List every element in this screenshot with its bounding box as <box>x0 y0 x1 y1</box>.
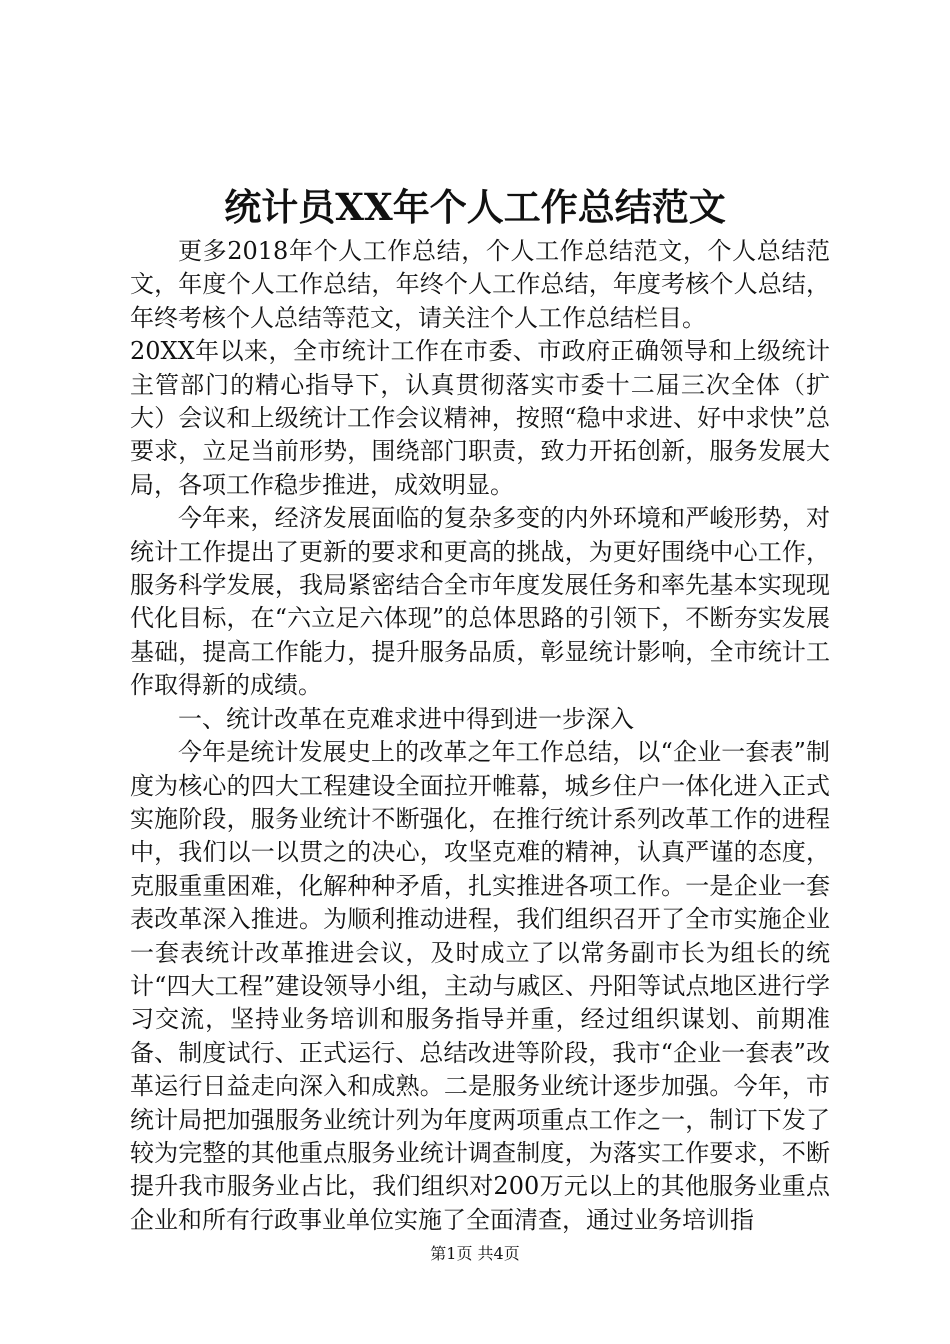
paragraph-overview: 20XX年以来，全市统计工作在市委、市政府正确领导和上级统计主管部门的精心指导下，认真贯彻落实市委十二届三次全体（扩大）会议和上级统计工作会议精神，按照“稳中求进、好中求快”总要求，立足当前形势，围绕部门职责，致力开拓创新，服务发展大局，各项工作稳步推进，成效明显。 <box>130 337 830 499</box>
paragraph-context: 今年来，经济发展面临的复杂多变的内外环境和严峻形势，对统计工作提出了更新的要求和更高的挑战，为更好围绕中心工作，服务科学发展，我局紧密结合全市年度发展任务和率先基本实现现代化目标，在“六立足六体现”的总体思路的引领下，不断夯实发展基础，提高工作能力，提升服务品质，彰显统计影响，全市统计工作取得新的成绩。 <box>130 504 830 700</box>
section-heading: 一、统计改革在克难求进中得到进一步深入 <box>178 704 634 733</box>
page-title: 统计员XX年个人工作总结范文 <box>224 185 726 229</box>
document-body <box>130 235 830 1237</box>
paragraph-intro: 更多2018年个人工作总结，个人工作总结范文，个人总结范文，年度个人工作总结，年终个人工作总结，年度考核个人总结，年终考核个人总结等范文，请关注个人工作总结栏目。 <box>130 237 830 332</box>
paragraph-reform: 今年是统计发展史上的改革之年工作总结，以“企业一套表”制度为核心的四大工程建设全面拉开帷幕，城乡住户一体化进入正式实施阶段，服务业统计不断强化，在推行统计系列改革工作的进程中，我们以一以贯之的决心，攻坚克难的精神，认真严谨的态度，克服重重困难，化解种种矛盾，扎实推进各项工作。一是企业一套表改革深入推进。为顺利推动进程，我们组织召开了全市实施企业一套表统计改革推进会议，及时成立了以常务副市长为组长的统计“四大工程”建设领导小组，主动与戚区、丹阳等试点地区进行学习交流，坚持业务培训和服务指导并重，经过组织谋划、前期准备、制度试行、正式运行、总结改进等阶段，我市“企业一套表”改革运行日益走向深入和成熟。二是服务业统计逐步加强。今年，市统计局把加强服务业统计列为年度两项重点工作之一，制订下发了较为完整的其他重点服务业统计调查制度，为落实工作要求，不断提升我市服务业占比，我们组织对200万元以上的其他服务业重点企业和所有行政事业单位实施了全面清查，通过业务培训指 <box>130 738 830 1234</box>
page-number-footer: 第1页 共4页 <box>430 1244 520 1263</box>
